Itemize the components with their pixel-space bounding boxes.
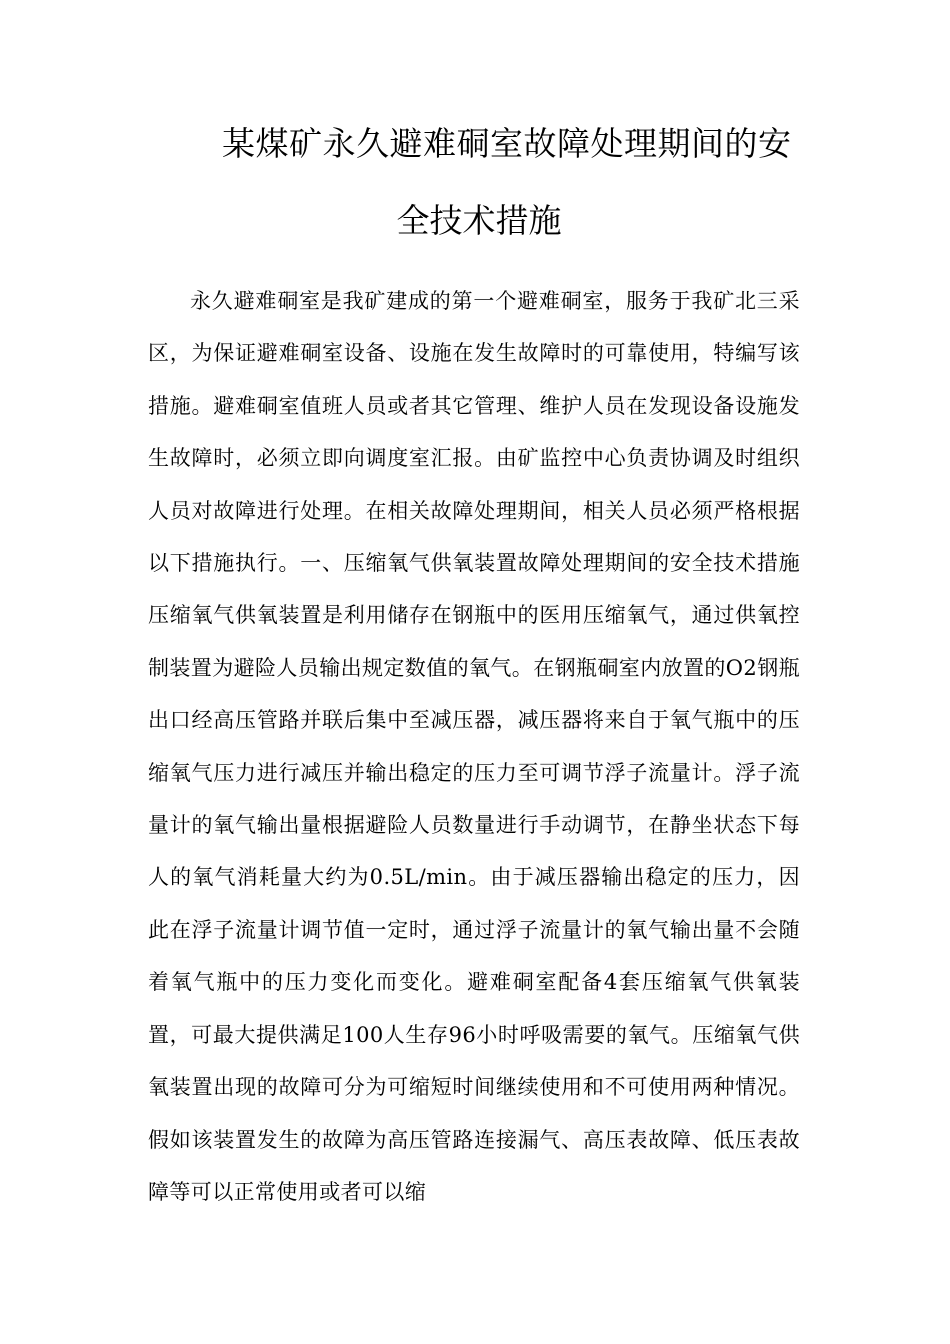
body-paragraph: 永久避难硐室是我矿建成的第一个避难硐室，服务于我矿北三采区，为保证避难硐室设备、设施在发生故障时的可靠使用，特编写该措施。避难硐室值班人员或者其它管理、维护人员在发现设备设施发生故障时，必须立即向调度室汇报。由矿监控中心负责协调及时组织人员对故障进行处理。在相关故障处理期间，相关人员必须严格根据以下措施执行。一、压缩氧气供氧装置故障处理期间的安全技术措施压缩氧气供氧装置是利用储存在钢瓶中的医用压缩氧气，通过供氧控制装置为避险人员输出规定数值的氧气。在钢瓶硐室内放置的O2钢瓶出口经高压管路并联后集中至减压器，减压器将来自于氧气瓶中的压缩氧气压力进行减压并输出稳定的压力至可调节浮子流量计。浮子流量计的氧气输出量根据避险人员数量进行手动调节，在静坐状态下每人的氧气消耗量大约为0.5L/min。由于减压器输出稳定的压力，因此在浮子流量计调节值一定时，通过浮子流量计的氧气输出量不会随着氧气瓶中的压力变化而变化。避难硐室配备4套压缩氧气供氧装置，可最大提供满足100人生存96小时呼吸需要的氧气。压缩氧气供氧装置出现的故障可分为可缩短时间继续使用和不可使用两种情况。假如该装置发生的故障为高压管路连接漏气、高压表故障、低压表故障等可以正常使用或者可以缩 xyxy=(148,289,800,1204)
document-title-line-1: 某煤矿永久避难硐室故障处理期间的安 xyxy=(222,124,792,163)
document-title-line-2: 全技术措施 xyxy=(396,201,562,240)
